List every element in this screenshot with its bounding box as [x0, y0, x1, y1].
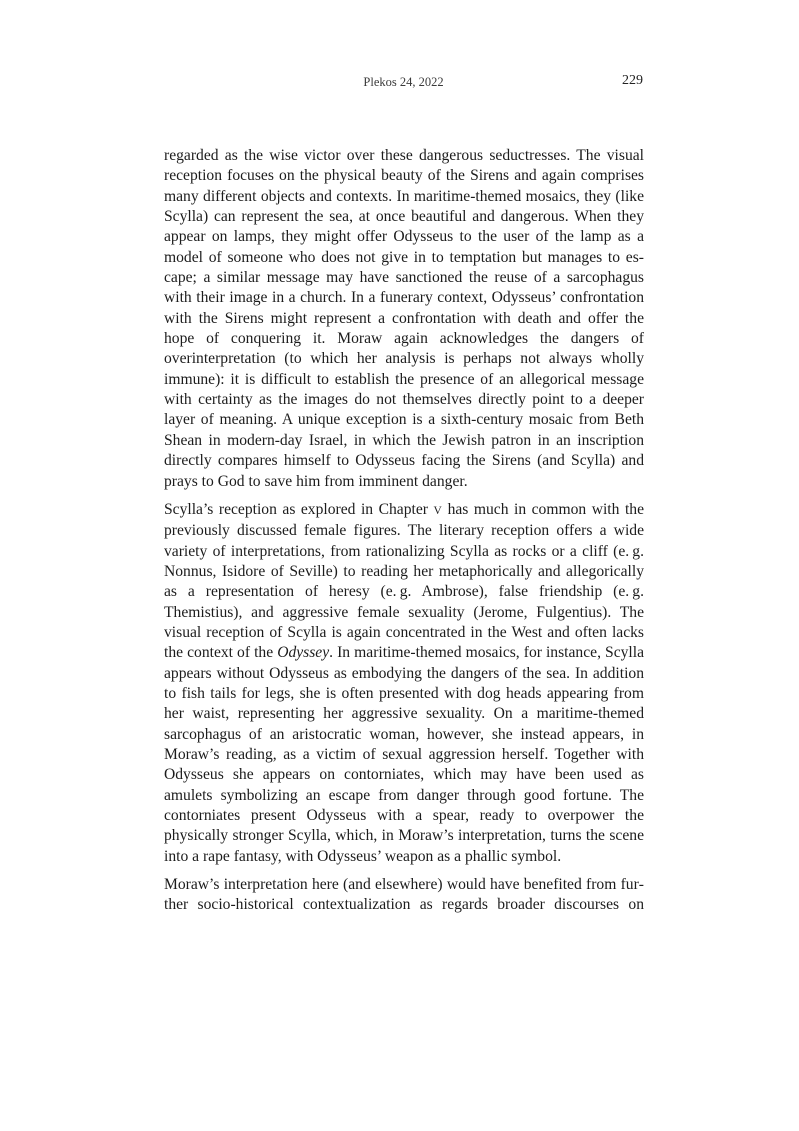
paragraph-critique: Moraw’s interpretation here (and elsewhere) would have benefited from further socio-historical contextualization as regards broader discourses on	[164, 876, 644, 914]
chapter-numeral: V	[433, 504, 443, 517]
paragraph-scylla	[164, 500, 644, 867]
paragraph-scylla-intro: Scylla’s reception as explored in Chapter	[164, 500, 434, 518]
page-number: 229	[622, 73, 643, 88]
body-text	[164, 146, 644, 924]
running-header-title: Plekos 24, 2022	[363, 75, 444, 89]
paragraph-scylla-visual: . In maritime-themed mosaics, for instance, Scylla appears without Odysseus as embodying the dangers of the sea. In addition to fish tails for legs, she is often presented with dog heads appearing from her waist, representing her aggressive sexuality. On a maritime-themed sarcophagus of an aristocratic woman, however, she instead appears, in Moraw’s reading, as a victim of sexual aggression herself. Together with Odysseus she appears on contorniates, which may have been used as amulets symbolizing an escape from danger through good fortune. The contorniates present Odysseus with a spear, ready to overpower the physically stronger Scylla, which, in Moraw’s interpretation, turns the scene into a rape fantasy, with Odysseus’ weapon as a phallic symbol.	[164, 644, 644, 865]
paragraph-scylla-literary: has much in common with the previously discussed female figures. The literary reception offers a wide variety of interpretations, from rationalizing Scylla as rocks or a cliff (e. g. Nonnus, Isidore of Seville) to reading her metaphorically and allegorically as a representation of heresy (e. g. Ambrose), false friendship (e. g. Themistius), and aggressive female sexuality (Jerome, Fulgentius). The visual reception of Scylla is again concentrated in the West and often lacks the context of the	[164, 500, 644, 662]
paragraph-sirens: regarded as the wise victor over these dangerous seductresses. The visual reception focuses on the physical beauty of the Sirens and again comprises many different objects and contexts. In maritime-themed mosaics, they (like Scylla) can represent the sea, at once beautiful and dangerous. When they appear on lamps, they might offer Odysseus to the user of the lamp as a model of someone who does not give in to temptation but manages to escape; a similar message may have sanctioned the reuse of a sarcophagus with their image in a church. In a funerary context, Odysseus’ confrontation with the Sirens might represent a confrontation with death and offer the hope of conquering it. Moraw again acknowledges the dangers of overinterpretation (to which her analysis is perhaps not always wholly immune): it is difficult to establish the presence of an allegorical message with certainty as the images do not themselves directly point to a deeper layer of meaning. A unique exception is a sixth-century mosaic from Beth Shean in modern-day Israel, in which the Jewish patron in an inscription directly compares himself to Odysseus facing the Sirens (and Scylla) and prays to God to save him from imminent danger.	[164, 147, 644, 490]
work-title-odyssey: Odyssey	[277, 644, 330, 662]
